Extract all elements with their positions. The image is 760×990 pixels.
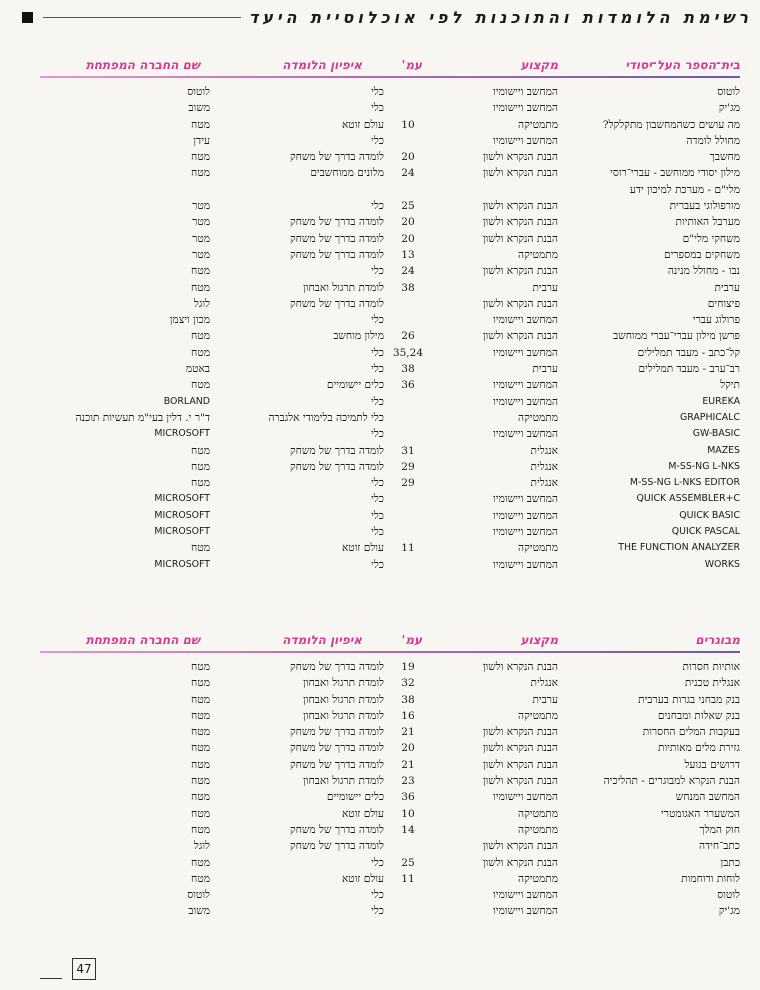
program-name: חוק המלך [699,823,740,836]
subject: הבנת הנקרא ולשון [482,216,558,229]
company-name: ד"ר י. דלין בעי"מ תעשיות תוכנה [75,411,210,424]
courseware-type: לומדה בדרך של משחק [289,297,384,310]
company-name: MICROSOFT [154,493,210,505]
program-name: מורפולוגי בעברית [669,200,740,213]
courseware-type: לומדת תרגול ואבחון [303,693,384,706]
courseware-type: כלי [371,905,384,918]
table-row [40,280,740,296]
courseware-type: עולם זוטא [341,807,384,820]
company-name: משוב [188,102,210,115]
subject: הבנת הנקרא ולשון [482,726,558,739]
program-name: GW-BASIC [692,428,740,440]
column-header-name: מבוגרים [695,633,740,647]
program-name: גזירת מלים מאותיות [657,742,740,755]
courseware-type: כלי [371,395,384,408]
program-name: GRAPHICALC [679,411,740,423]
subject: מתמטיקה [518,118,558,131]
courseware-type: לומדת תרגול ואבחון [303,709,384,722]
subject: אנגלית [530,677,558,690]
company-name: BORLAND [163,395,210,407]
table-row [40,806,740,822]
subject: מתמטיקה [518,872,558,885]
subject: ערבית [532,693,558,706]
courseware-type: כלי [371,889,384,902]
program-name: מילון יסודי ממוחשב - עברי־רוסי [610,167,740,180]
table-row [40,757,740,773]
company-name: מטח [191,265,210,278]
courseware-type: כלי [371,493,384,506]
program-name: מה עושים כשהמחשבון מתקלקל? [602,118,740,131]
subject: מתמטיקה [518,411,558,424]
table-row [40,855,740,871]
section-adults [40,629,740,920]
subject: ערבית [532,281,558,294]
program-name: משחקים במספרים [663,248,740,261]
subject: הבנת הנקרא ולשון [482,265,558,278]
courseware-type: לומדת תרגול ואבחון [303,677,384,690]
table-row [40,100,740,116]
page-ref: 16 [401,709,415,722]
courseware-type: כלים יישומיים [326,791,384,804]
company-name: מטח [191,775,210,788]
company-name: מטח [191,542,210,555]
column-header-company: שם החברה המפתחת [85,58,200,72]
program-name: משחקי מלי"ם [682,232,740,245]
table-row [40,838,740,854]
courseware-type: כלי [371,558,384,571]
company-name: מטח [191,807,210,820]
program-name: בעקבות המלים החסרות [642,726,740,739]
column-header-field: מקצוע [520,633,558,647]
page-ref: 38 [401,281,415,294]
page-ref: 23 [401,775,415,788]
program-name: בנק מבחני בגרות בערבית [638,693,740,706]
courseware-type: לומדה בדרך של משחק [289,758,384,771]
program-name: QUICK BASIC [679,509,740,521]
page-ref: 20 [401,216,415,229]
courseware-type: לומדת תרגול ואבחון [303,281,384,294]
program-name: מחולל לומדה [686,134,740,147]
page-ref: 25 [401,200,415,213]
courseware-type: לומדה בדרך של משחק [289,460,384,473]
page-ref: 32 [401,677,415,690]
table-row [40,133,740,149]
program-name: לוטוס [717,86,740,98]
company-name: מטח [191,709,210,722]
courseware-type: מלונים ממוחשבים [310,167,384,180]
company-name: מטח [191,379,210,392]
table-row [40,789,740,805]
table-row [40,459,740,475]
page-ref: 11 [401,872,415,885]
company-name: מטח [191,661,210,673]
courseware-type: כלי [371,314,384,327]
courseware-type: כלי [371,856,384,869]
courseware-type: כלי [371,200,384,213]
company-name: מטח [191,693,210,706]
program-name: ערבית [714,281,740,294]
page-ref: 25 [401,856,415,869]
company-name: מטח [191,330,210,343]
subject: הבנת הנקרא ולשון [482,856,558,869]
header-rule [43,17,241,18]
subject: המחשב ויישומיו [493,86,558,98]
courseware-type: לומדה בדרך של משחק [289,661,384,673]
program-name: M-SS-NG L-NKS EDITOR [629,477,740,489]
subject: אנגלית [530,477,558,490]
section-header [40,54,740,76]
column-header-field: מקצוע [520,58,558,72]
table-row [40,149,740,165]
courseware-type: כלי [371,363,384,376]
program-name: לוטוס [717,889,740,902]
subject: המחשב ויישומיו [493,428,558,441]
company-name: מטח [191,167,210,180]
company-name: באטמ [185,363,210,376]
company-name: משוב [188,905,210,918]
company-name: מטח [191,872,210,885]
table-row [40,773,740,789]
courseware-type: כלי [371,102,384,115]
program-name: דרושים בגועל [684,758,740,771]
courseware-type: עולם זוטא [341,542,384,555]
company-name: מטח [191,477,210,490]
subject: הבנת הנקרא ולשון [482,200,558,213]
program-name: כתב־חידה [698,840,740,853]
subject: המחשב ויישומיו [493,791,558,804]
table-body [40,84,740,573]
subject: המחשב ויישומיו [493,102,558,115]
column-header-type: איפיון הלומדה [282,58,362,72]
courseware-type: לומדה בדרך של משחק [289,232,384,245]
company-name: מטח [191,281,210,294]
table-row [40,377,740,393]
courseware-type: כלי [371,86,384,98]
table-row [40,659,740,675]
program-name: מג'יק [718,102,740,115]
program-name: מג'יק [718,905,740,918]
table-row [40,214,740,230]
program-name: הבנת הנקרא למבוגרים - תהליכיה [603,775,740,788]
courseware-type: עולם זוטא [341,118,384,131]
page-number: 47 [72,958,96,980]
column-header-company: שם החברה המפתחת [85,633,200,647]
company-name: מכון ויצמן [169,314,210,327]
subject: המחשב ויישומיו [493,905,558,918]
table-row [40,198,740,214]
company-name: לוגל [193,840,210,853]
page-ref: 36 [401,791,415,804]
company-name: מטח [191,823,210,836]
subject: הבנת הנקרא ולשון [482,758,558,771]
company-name: מטח [191,460,210,473]
subject: מתמטיקה [518,823,558,836]
program-name: כתבן [720,856,740,869]
company-name: מטר [192,248,210,261]
company-name: לוטוס [187,889,210,902]
subject: המחשב ויישומיו [493,889,558,902]
column-header-page: עמ' [401,633,422,647]
page-ref: 35,24 [392,346,424,359]
table-row [40,361,740,377]
program-name: לוחות ורוחמות [681,872,740,885]
table-row [40,724,740,740]
courseware-type: לומדה בדרך של משחק [289,216,384,229]
table-row [40,557,740,573]
column-header-type: איפיון הלומדה [282,633,362,647]
table-row [40,822,740,838]
company-name: מטח [191,726,210,739]
subject: המחשב ויישומיו [493,395,558,408]
subject: המחשב ויישומיו [493,134,558,147]
page-ref: 10 [401,807,415,820]
company-name: מטח [191,791,210,804]
program-name: אנגלית טכנית [684,677,740,690]
courseware-type: לומדה בדרך של משחק [289,444,384,457]
subject: הבנת הנקרא ולשון [482,167,558,180]
courseware-type: לומדת תרגול ואבחון [303,775,384,788]
subject: הבנת הנקרא ולשון [482,330,558,343]
subject: אנגלית [530,460,558,473]
company-name: מטח [191,856,210,869]
table-row [40,708,740,724]
program-name: קל־כתב - מעבד תמלילים [637,346,740,359]
table-row [40,117,740,133]
program-name: M-SS-NG L-NKS [668,460,740,472]
table-row [40,508,740,524]
square-bullet-icon [22,12,33,23]
subject: מתמטיקה [518,807,558,820]
page-ref: 24 [401,167,415,180]
subject: המחשב ויישומיו [493,314,558,327]
courseware-type: כלי [371,526,384,539]
table-body [40,659,740,920]
courseware-type: לומדה בדרך של משחק [289,248,384,261]
subject: המחשב ויישומיו [493,526,558,539]
section-rule [40,651,740,653]
program-name: המשערר האגומטרי [661,807,740,820]
company-name: לוטוס [187,86,210,98]
table-row [40,296,740,312]
subject: הבנת הנקרא ולשון [482,661,558,673]
program-name: בנק שאלות ומבחנים [657,709,740,722]
table-row [40,410,740,426]
program-name: מלי"ם - מערכת למיכון ידע [629,183,740,196]
subject: הבנת הנקרא ולשון [482,840,558,853]
courseware-type: כלי לתמיכה בלימודי אלגברה [268,411,384,424]
program-name: מערבל האותיות [675,216,740,229]
page-title: רשימת הלומדות והתוכנות לפי אוכלוסיית היעד [248,7,752,27]
company-name: מטח [191,444,210,457]
company-name: מטר [192,232,210,245]
courseware-type: כלי [371,477,384,490]
company-name: מטח [191,151,210,164]
courseware-type: כלי [371,265,384,278]
page-ref: 26 [401,330,415,343]
table-row [40,231,740,247]
company-name: MICROSOFT [154,558,210,570]
column-header-page: עמ' [401,58,422,72]
page-ref: 20 [401,151,415,164]
subject: הבנת הנקרא ולשון [482,151,558,164]
company-name: עידן [193,134,210,147]
subject: הבנת הנקרא ולשון [482,742,558,755]
subject: הבנת הנקרא ולשון [482,775,558,788]
column-header-name: בית־הספר העל־יסודי [625,58,740,72]
table-row [40,475,740,491]
page-ref: 14 [401,823,415,836]
page-ref: 21 [401,726,415,739]
program-name: פיצוחים [707,297,740,310]
company-name: MICROSOFT [154,526,210,538]
subject: המחשב ויישומיו [493,509,558,522]
table-row [40,491,740,507]
courseware-type: כלי [371,134,384,147]
table-row [40,84,740,100]
program-name: מחשבך [709,151,740,164]
section-elementary [40,54,740,573]
page-ref: 20 [401,232,415,245]
program-name: נבו - מחולל מנינה [667,265,740,278]
program-name: QUICK ASSEMBLER+C [636,493,740,505]
subject: המחשב ויישומיו [493,493,558,506]
courseware-type: כלים יישומיים [326,379,384,392]
company-name: מטח [191,742,210,755]
table-row [40,263,740,279]
subject: מתמטיקה [518,542,558,555]
table-row [40,165,740,181]
page-ref: 13 [401,248,415,261]
page-ref: 29 [401,460,415,473]
courseware-type: לומדה בדרך של משחק [289,823,384,836]
subject: המחשב ויישומיו [493,379,558,392]
program-name: THE FUNCTION ANALYZER [618,542,740,554]
table-row [40,675,740,691]
table-row [40,247,740,263]
subject: אנגלית [530,444,558,457]
page-ref: 11 [401,542,415,555]
section-rule [40,76,740,78]
page-ref: 20 [401,742,415,755]
subject: המחשב ויישומיו [493,558,558,571]
courseware-type: כלי [371,428,384,441]
section-header [40,629,740,651]
table-row [40,871,740,887]
subject: הבנת הנקרא ולשון [482,297,558,310]
company-name: MICROSOFT [154,509,210,521]
page-ref: 31 [401,444,415,457]
program-name: המחשב המנחש [675,791,740,804]
page-ref: 10 [401,118,415,131]
company-name: לוגל [193,297,210,310]
company-name: מטח [191,677,210,690]
program-name: רב־ערב - מעבד תמלילים [638,363,740,376]
subject: הבנת הנקרא ולשון [482,232,558,245]
table-row [40,345,740,361]
company-name: MICROSOFT [154,428,210,440]
company-name: מטח [191,346,210,359]
page-header [22,4,752,30]
company-name: מטר [192,200,210,213]
program-name: פרשן מילון עברי־עברי ממוחשב [613,330,740,343]
subject: מתמטיקה [518,709,558,722]
subject: ערבית [532,363,558,376]
subject: המחשב ויישומיו [493,346,558,359]
courseware-type: לומדה בדרך של משחק [289,742,384,755]
page-ref: 38 [401,693,415,706]
page-ref: 29 [401,477,415,490]
table-row [40,312,740,328]
page-ref: 38 [401,363,415,376]
program-name: MAZES [707,444,740,456]
footer-rule [40,978,62,979]
courseware-type: לומדה בדרך של משחק [289,840,384,853]
page-ref: 19 [401,661,415,673]
company-name: מטר [192,216,210,229]
page-ref: 21 [401,758,415,771]
program-name: QUICK PASCAL [671,526,740,538]
table-row [40,692,740,708]
company-name: מטח [191,118,210,131]
program-name: EUREKA [702,395,740,407]
courseware-type: כלי [371,509,384,522]
program-name: WORKS [704,558,740,570]
table-row [40,540,740,556]
program-name: תיקל [720,379,740,392]
company-name: מטח [191,758,210,771]
table-row [40,903,740,919]
courseware-type: כלי [371,346,384,359]
courseware-type: מילון מוחשב [333,330,384,343]
courseware-type: לומדה בדרך של משחק [289,726,384,739]
table-row [40,394,740,410]
courseware-type: עולם זוטא [341,872,384,885]
page-ref: 24 [401,265,415,278]
table-row [40,182,740,198]
table-row [40,887,740,903]
table-row [40,426,740,442]
page-ref: 36 [401,379,415,392]
courseware-type: לומדה בדרך של משחק [289,151,384,164]
table-row [40,443,740,459]
table-row [40,328,740,344]
table-row [40,740,740,756]
subject: מתמטיקה [518,248,558,261]
program-name: פרולוג עברי [692,314,740,327]
program-name: אותיות חסרות [682,661,740,673]
table-row [40,524,740,540]
